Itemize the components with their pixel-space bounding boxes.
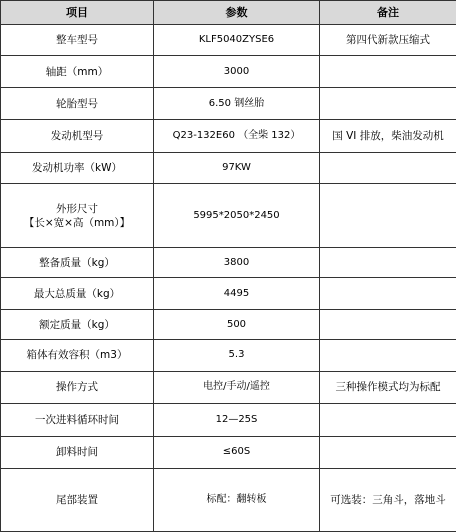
cell-note [320,184,456,248]
cell-item: 一次进料循环时间 [1,404,154,436]
cell-param: 3800 [154,248,320,278]
cell-param: 标配：翻转板 [154,468,320,531]
cell-note [320,309,456,339]
cell-note [320,404,456,436]
cell-note [320,152,456,183]
cell-param: 12—25S [154,404,320,436]
cell-note: 三种操作模式均为标配 [320,371,456,403]
header-note: 备注 [320,1,456,25]
cell-item: 轮胎型号 [1,87,154,119]
cell-item-line1: 外形尺寸 [56,202,98,215]
cell-item: 轴距（mm） [1,56,154,87]
table-row [1,404,456,436]
cell-note [320,248,456,278]
cell-note [320,56,456,87]
cell-param: ≤60S [154,436,320,468]
table-row [1,248,456,278]
table-row [1,87,456,119]
table-row [1,25,456,56]
cell-item [1,184,154,248]
table-row [1,120,456,152]
cell-item: 最大总质量（kg） [1,278,154,309]
cell-param: 5.3 [154,340,320,371]
cell-note: 第四代新款压缩式 [320,25,456,56]
cell-item: 操作方式 [1,371,154,403]
cell-note: 国 VI 排放，柴油发动机 [320,120,456,152]
cell-note: 可选装：三角斗，落地斗 [320,468,456,531]
cell-note [320,87,456,119]
cell-item: 额定质量（kg） [1,309,154,339]
cell-param: 500 [154,309,320,339]
table-row [1,56,456,87]
cell-item: 尾部装置 [1,468,154,531]
cell-item: 整备质量（kg） [1,248,154,278]
cell-item: 发动机功率（kW） [1,152,154,183]
table-row [1,152,456,183]
cell-item: 卸料时间 [1,436,154,468]
table-row [1,278,456,309]
cell-param: 6.50 钢丝胎 [154,87,320,119]
cell-param: 4495 [154,278,320,309]
table-row [1,371,456,403]
cell-note [320,436,456,468]
table-row [1,340,456,371]
cell-note [320,278,456,309]
table-row [1,309,456,339]
cell-param: 电控/手动/遥控 [154,371,320,403]
table-row [1,468,456,531]
cell-param: 5995*2050*2450 [154,184,320,248]
cell-item-line2: 【长×宽×高（mm）】 [23,216,131,229]
table-row [1,436,456,468]
cell-param: 3000 [154,56,320,87]
table-header-row [1,1,456,25]
cell-param: 97KW [154,152,320,183]
cell-note [320,340,456,371]
table-row [1,184,456,248]
cell-param: Q23-132E60 （全柴 132） [154,120,320,152]
header-param: 参数 [154,1,320,25]
cell-item: 整车型号 [1,25,154,56]
cell-item: 发动机型号 [1,120,154,152]
cell-param: KLF5040ZYSE6 [154,25,320,56]
cell-item: 箱体有效容积（m3） [1,340,154,371]
header-item: 项目 [1,1,154,25]
